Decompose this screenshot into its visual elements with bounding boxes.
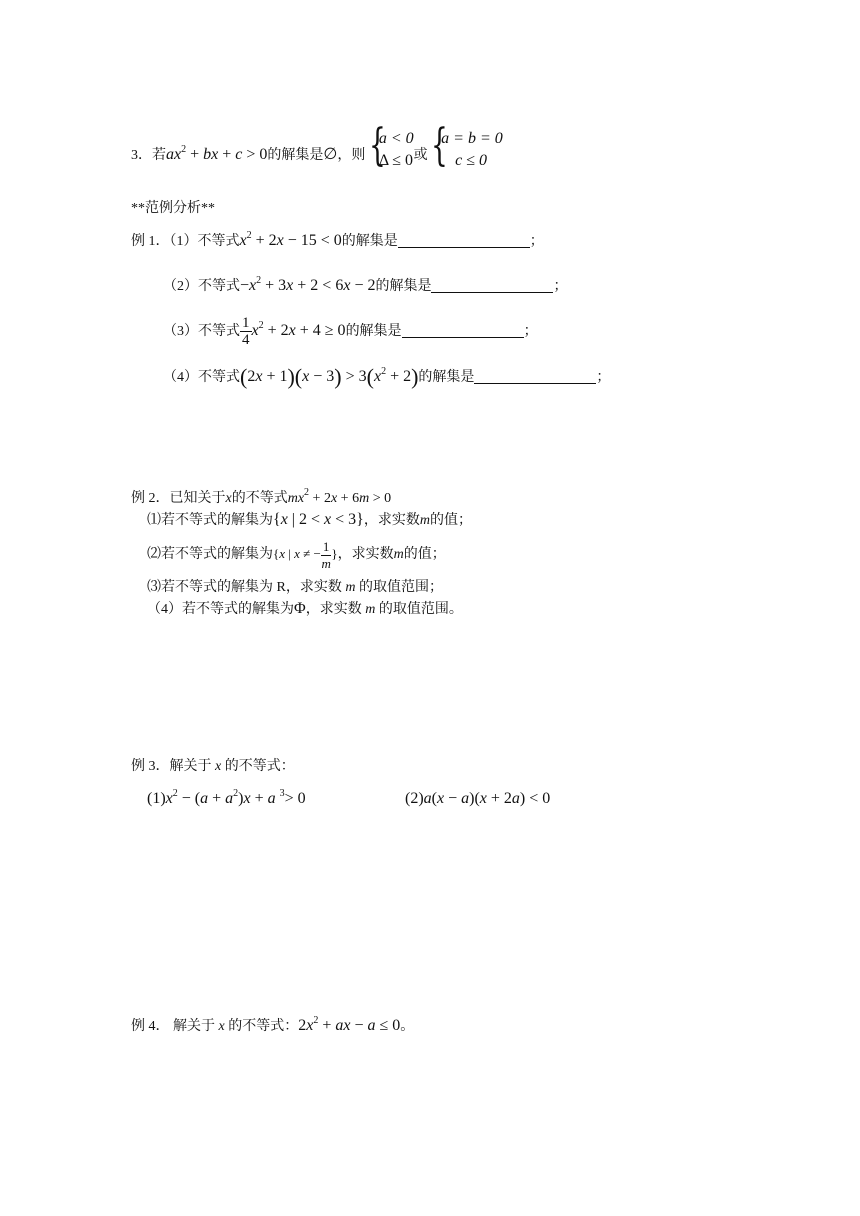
section-heading: **范例分析** bbox=[131, 201, 215, 216]
condition-system-2: { a = b = 0 c ≤ 0 bbox=[431, 120, 503, 171]
answer-blank-2[interactable] bbox=[431, 278, 553, 293]
example-4-end: 。 bbox=[400, 1019, 415, 1034]
condition-system-1: { a < 0 Δ ≤ 0 bbox=[368, 120, 414, 171]
end-mark: ； bbox=[596, 370, 611, 385]
part-2-label: (2) bbox=[405, 790, 424, 807]
answer-blank-4[interactable] bbox=[474, 369, 596, 384]
question-4-end: 的取值范围。 bbox=[378, 602, 463, 617]
question-2-suffix: ，求实数 bbox=[337, 547, 394, 562]
end-mark: ； bbox=[523, 324, 538, 339]
example-2-label: 例 2．已知关于 bbox=[131, 491, 226, 506]
item-3-number: 3．若 bbox=[131, 148, 166, 164]
condition-2-row-1: a = b = 0 bbox=[441, 130, 503, 147]
condition-1-row-2: Δ ≤ 0 bbox=[378, 152, 414, 169]
question-4-prefix: （4）若不等式的解集为 bbox=[147, 602, 294, 617]
example-1-part-4-prefix: （4）不等式 bbox=[163, 370, 240, 385]
item-3 bbox=[131, 120, 503, 172]
example-3-label: 例 3．解关于 bbox=[131, 759, 212, 774]
question-1-end: 的值； bbox=[429, 513, 472, 528]
example-4-label: 例 4． 解关于 bbox=[131, 1019, 215, 1034]
example-1-part-3-prefix: （3）不等式 bbox=[163, 324, 240, 339]
inequality-2: $-x^2 + 3x + 2 < 6x - 2$ bbox=[240, 275, 376, 294]
example-2-inequality: $mx^2 + 2x + 6m > 0$ bbox=[287, 487, 392, 506]
example-1-part-4 bbox=[163, 364, 610, 390]
example-3-label-end: 的不等式： bbox=[224, 759, 295, 774]
item-3-mid-text: 的解集是 bbox=[267, 148, 324, 164]
example-1-label: 例 1． bbox=[131, 234, 170, 249]
example-1-part-3-suffix: 的解集是 bbox=[345, 324, 402, 339]
example-2-header: 例 2．已知关于x的不等式$mx^2 + 2x + 6m > 0$ bbox=[131, 487, 392, 506]
item-3-expression: $ax^2$ + bx + c > 0 bbox=[166, 144, 268, 164]
end-mark: ； bbox=[529, 234, 544, 249]
inequality-4: $(2x + 1)(x - 3) > 3(x^2 + 2)$ bbox=[240, 364, 419, 389]
inequality-3: $\frac{1}{4}$ $x^2 + 2x + 4 \ge 0$ bbox=[242, 314, 346, 348]
example-1-part-3 bbox=[163, 311, 538, 351]
example-2-question-4: （4）若不等式的解集为Φ，求实数 m 的取值范围。 bbox=[147, 600, 463, 617]
example-2-label-mid: 的不等式 bbox=[231, 491, 288, 506]
example-4-label-end: 的不等式： bbox=[228, 1019, 299, 1034]
end-mark: ； bbox=[553, 279, 568, 294]
example-3-header: 例 3．解关于 x 的不等式： bbox=[131, 759, 295, 774]
example-2-question-1: ⑴若不等式的解集为{x | 2 < x < 3}，求实数m的值； bbox=[147, 511, 472, 528]
example-3-part-1: $(1)x^2 - (a + a^2)x + a$ $^3$> 0 bbox=[147, 788, 306, 807]
solution-set-1: {x | 2 < x < 3} bbox=[273, 511, 364, 528]
example-1-part-1-prefix: （1）不等式 bbox=[169, 234, 240, 249]
question-2-prefix: ⑵若不等式的解集为 bbox=[147, 547, 273, 562]
question-3-prefix: ⑶若不等式的解集为 R，求实数 bbox=[147, 580, 342, 595]
example-1-part-2 bbox=[163, 276, 567, 297]
item-3-then-text: ，则 bbox=[337, 148, 366, 164]
question-1-suffix: ，求实数 bbox=[363, 513, 420, 528]
example-1-part-2-prefix: （2）不等式 bbox=[163, 279, 240, 294]
condition-2-row-2: c ≤ 0 bbox=[455, 152, 488, 169]
answer-blank-1[interactable] bbox=[398, 233, 530, 248]
phi-symbol: Φ bbox=[294, 600, 306, 617]
question-4-suffix: ，求实数 bbox=[305, 602, 362, 617]
example-2-question-3: ⑶若不等式的解集为 R，求实数 m 的取值范围； bbox=[147, 580, 443, 595]
question-2-end: 的值； bbox=[403, 547, 446, 562]
example-1-part-1-suffix: 的解集是 bbox=[341, 234, 398, 249]
example-4: 例 4． 解关于 x 的不等式：$2x^2$ + ax − a ≤ 0。 bbox=[131, 1015, 415, 1034]
example-1-part-1 bbox=[131, 231, 544, 252]
answer-blank-3[interactable] bbox=[402, 323, 524, 338]
condition-1-row-1: a < 0 bbox=[378, 130, 414, 147]
example-1-part-4-suffix: 的解集是 bbox=[418, 370, 475, 385]
example-4-inequality: $2x^2$ + ax − a ≤ 0 bbox=[298, 1015, 401, 1034]
example-3-part-2: (2)a(x − a)(x + 2a) < 0 bbox=[405, 790, 551, 807]
inequality-1: $x^2 + 2x - 15 < 0$ bbox=[239, 230, 342, 249]
empty-set-symbol: ∅ bbox=[323, 146, 338, 164]
part-1-label: (1) bbox=[147, 790, 166, 807]
or-text: 或 bbox=[413, 148, 428, 164]
question-3-end: 的取值范围； bbox=[358, 580, 443, 595]
question-1-prefix: ⑴若不等式的解集为 bbox=[147, 513, 273, 528]
example-2-question-2: ⑵若不等式的解集为{x | x ≠ − $\frac{1}{m}$ }，求实数m的值； bbox=[147, 538, 446, 571]
solution-set-2: {x | x ≠ − $\frac{1}{m}$ } bbox=[273, 538, 338, 571]
example-1-part-2-suffix: 的解集是 bbox=[375, 279, 432, 294]
